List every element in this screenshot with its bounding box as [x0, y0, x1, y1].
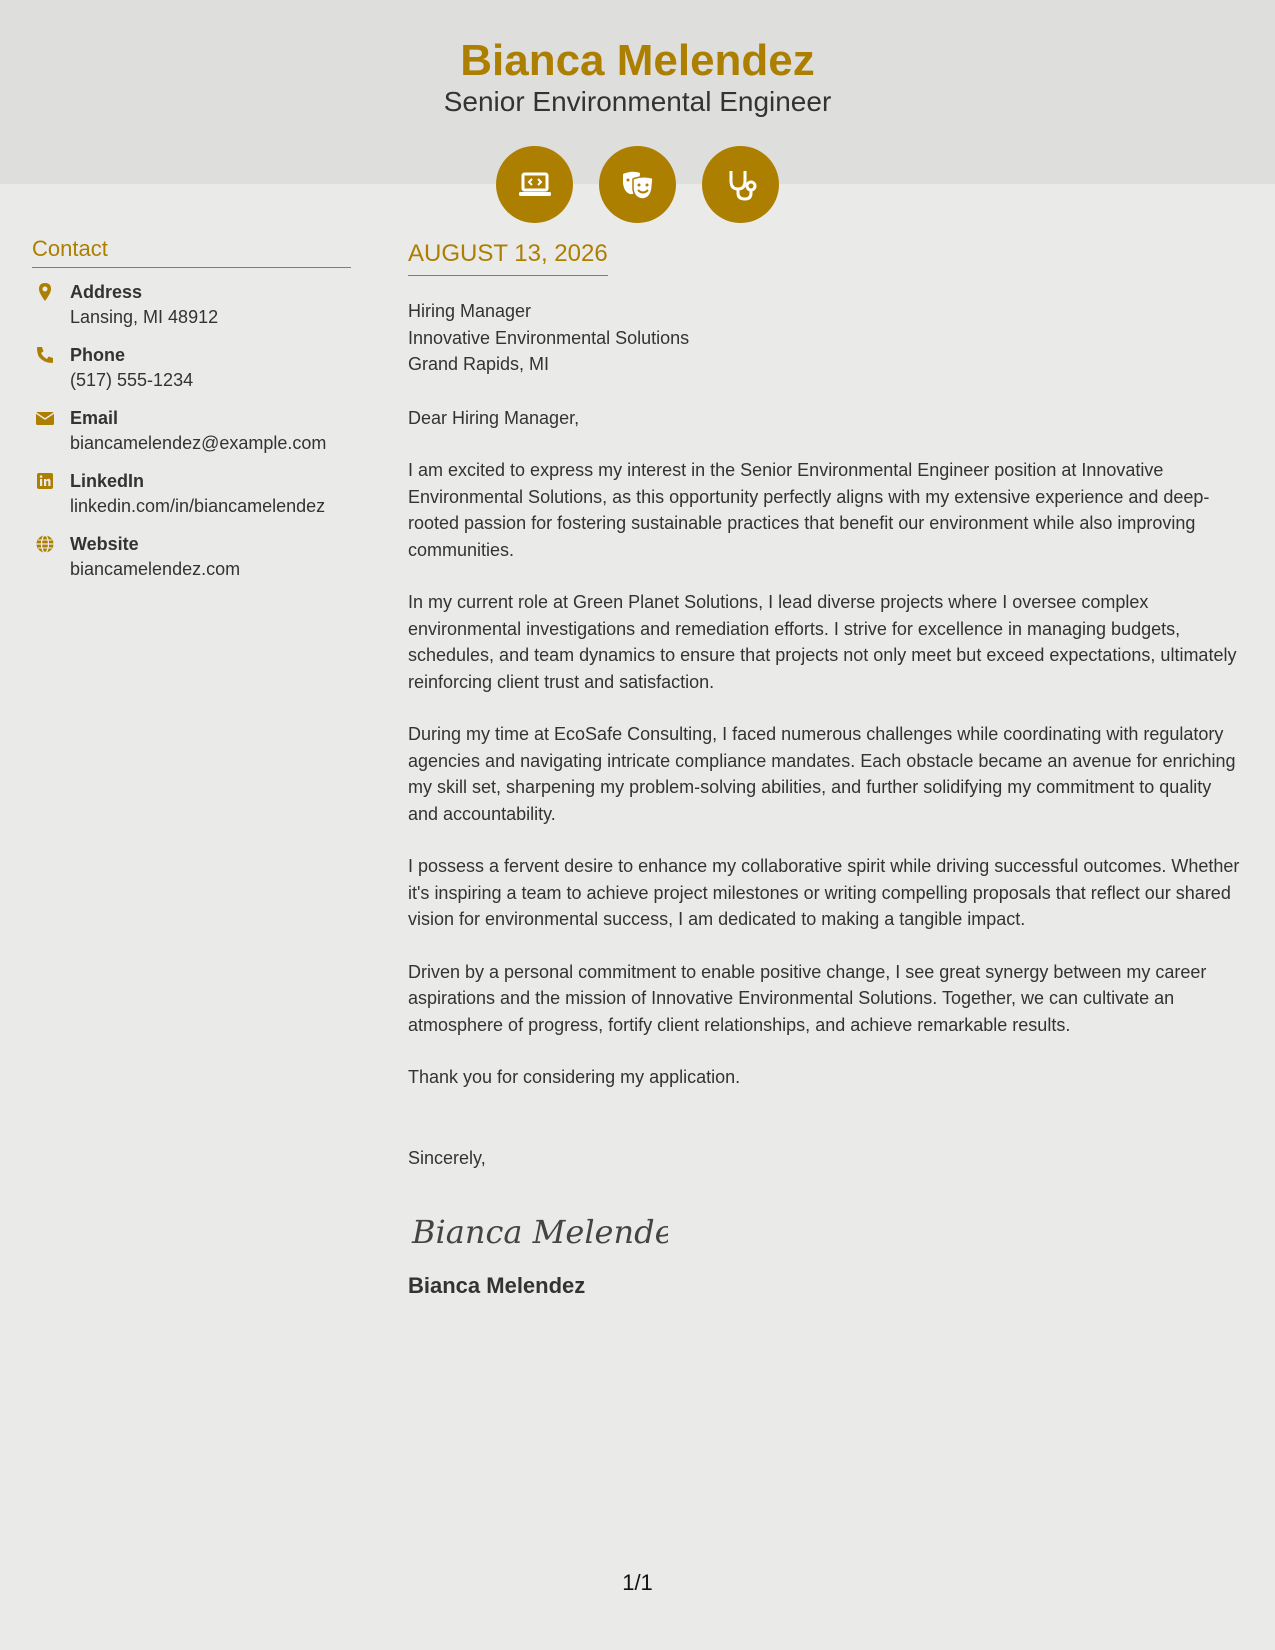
closing: Sincerely,: [408, 1147, 486, 1168]
contact-email: [32, 406, 351, 456]
recipient-line: Grand Rapids, MI: [408, 354, 550, 374]
signature-image: [408, 1199, 1246, 1261]
contact-address: [32, 280, 351, 330]
letter-paragraph: I possess a fervent desire to enhance my collaborative spirit while driving successful outcomes. Whether it's inspiring a team to achieve project milestones or writing compelling proposals that reflect our shared vision for environmental success, I am dedicated to making a tangible impact.: [408, 856, 1240, 929]
contact-list: [32, 280, 351, 582]
contact-label: Email: [70, 408, 119, 428]
contact-value: (517) 555-1234: [70, 370, 194, 390]
letter-paragraph: In my current role at Green Planet Solutions, I lead diverse projects where I oversee complex environmental investigations and remediation efforts. I strive for excellence in managing budgets, schedules, and team dynamics to ensure that projects not only meet but exceed expectations, ultimately reinforcing client trust and satisfaction.: [408, 592, 1237, 692]
contact-label: LinkedIn: [70, 471, 145, 491]
letter-body: [408, 240, 1246, 1299]
letter-paragraph: Driven by a personal commitment to enable positive change, I see great synergy between my career aspirations and the mission of Innovative Environmental Solutions. Together, we can cultivate an atmosphere of progress, fortify client relationships, and achieve remarkable results.: [408, 961, 1207, 1035]
theater-masks-icon: [599, 146, 676, 223]
globe-icon: [32, 532, 70, 554]
map-pin-icon: [32, 280, 70, 302]
contact-label: Phone: [70, 345, 126, 365]
contact-sidebar: [32, 236, 351, 595]
letter-paragraph: I am excited to express my interest in the Senior Environmental Engineer position at Innovative Environmental Solutions, as this opportunity perfectly aligns with my extensive experience and deep-rooted passion for fostering sustainable practices that benefit our environment while also improving communities.: [408, 460, 1210, 560]
letter-date: AUGUST 13, 2026: [408, 240, 608, 276]
header-icon-row: [0, 146, 1275, 223]
laptop-code-icon: [496, 146, 573, 223]
contact-label: Website: [70, 534, 139, 554]
candidate-name: Bianca Melendez: [460, 36, 815, 85]
letter-paragraph: Thank you for considering my application.: [408, 1067, 741, 1087]
contact-label: Address: [70, 282, 143, 302]
recipient-block: [408, 298, 1246, 378]
candidate-title: Senior Environmental Engineer: [443, 86, 832, 117]
letter-paragraph: During my time at EcoSafe Consulting, I faced numerous challenges while coordinating with regulatory agencies and navigating intricate compliance mandates. Each obstacle became an avenue for enriching my skill set, sharpening my problem-solving abilities, and further solidifying my commitment to quality and accountability.: [408, 724, 1236, 824]
signer-name: Bianca Melendez: [408, 1273, 586, 1298]
contact-value[interactable]: linkedin.com/in/biancamelendez: [70, 496, 326, 516]
contact-value[interactable]: biancamelendez@example.com: [70, 433, 327, 453]
signature-text: Bianca Melendez: [412, 1213, 668, 1251]
salutation: Dear Hiring Manager,: [408, 407, 580, 428]
envelope-icon: [32, 406, 70, 428]
contact-heading: Contact: [32, 236, 351, 268]
contact-website: [32, 532, 351, 582]
contact-linkedin: [32, 469, 351, 519]
stethoscope-icon: [702, 146, 779, 223]
recipient-line: Hiring Manager: [408, 301, 532, 321]
contact-value[interactable]: biancamelendez.com: [70, 559, 241, 579]
recipient-line: Innovative Environmental Solutions: [408, 327, 690, 348]
contact-phone: [32, 343, 351, 393]
linkedin-icon: [32, 469, 70, 491]
phone-icon: [32, 343, 70, 365]
contact-value: Lansing, MI 48912: [70, 307, 219, 327]
page-number: 1/1: [622, 1570, 653, 1595]
